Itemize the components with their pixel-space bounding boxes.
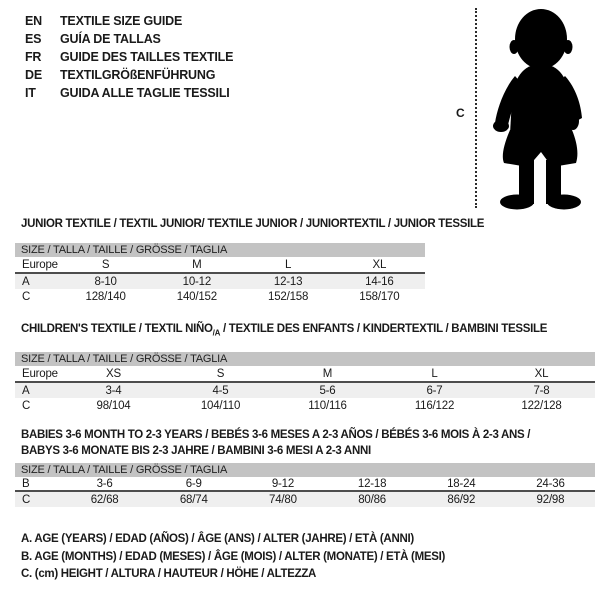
table-cell: 10-12	[182, 275, 212, 288]
language-row	[25, 30, 233, 48]
column-header: XS	[106, 367, 121, 380]
footnotes	[21, 531, 445, 584]
table-cell: 18-24	[447, 477, 476, 490]
table-cell: 110/116	[308, 399, 347, 412]
language-row	[25, 66, 233, 84]
baby-silhouette-icon	[484, 6, 596, 211]
table-row-height	[15, 492, 595, 507]
table-cell: 74/80	[269, 493, 297, 506]
footnote-a: A. AGE (YEARS) / EDAD (AÑOS) / ÂGE (ANS) / ALTER (JAHRE) / ETÀ (ANNI)	[21, 533, 414, 545]
table-cell: 140/152	[176, 290, 217, 303]
height-dotted-line	[475, 8, 477, 208]
table-cell: 158/170	[359, 290, 400, 303]
table-cell: 116/122	[414, 399, 455, 412]
table-cell: 92/98	[536, 493, 565, 506]
guide-title: GUIDE DES TAILLES TEXTILE	[60, 50, 234, 64]
table-cell: 98/104	[96, 399, 131, 412]
column-header: L	[431, 367, 438, 380]
region-label: Europe	[22, 367, 58, 380]
table-cell: 122/128	[521, 399, 562, 412]
column-header: M	[192, 258, 202, 271]
guide-title: TEXTILE SIZE GUIDE	[60, 14, 183, 28]
row-label: C	[22, 493, 31, 506]
title-line-2: BABYS 3-6 MONATE BIS 2-3 JAHRE / BAMBINI 3-6 MESI A 2-3 ANNI	[21, 445, 371, 457]
column-header-row	[15, 257, 425, 274]
table-cell: 3-6	[96, 477, 113, 490]
table-cell: 9-12	[271, 477, 295, 490]
table-cell: 86/92	[447, 493, 476, 506]
language-code: EN	[25, 14, 42, 28]
title-subscript: /A	[212, 328, 221, 338]
table-cell: 62/68	[90, 493, 119, 506]
column-header: S	[216, 367, 225, 380]
size-header-bar: SIZE / TALLA / TAILLE / GRÖSSE / TAGLIA	[15, 463, 595, 477]
language-code: DE	[25, 68, 42, 82]
table-cell: 8-10	[94, 275, 117, 288]
table-cell: 24-36	[536, 477, 565, 490]
row-label: A	[22, 384, 30, 397]
language-code: IT	[25, 86, 36, 100]
row-label: C	[22, 290, 31, 303]
table-cell: 6-7	[426, 384, 443, 397]
table-row-age	[15, 274, 425, 289]
table-cell: 12-18	[357, 477, 387, 490]
table-cell: 14-16	[365, 275, 394, 288]
column-header: M	[322, 367, 333, 380]
table-cell: 3-4	[105, 384, 122, 397]
column-header: XL	[372, 258, 387, 271]
babies-textile-table	[15, 422, 595, 507]
table-cell: 7-8	[533, 384, 550, 397]
language-code: FR	[25, 50, 42, 64]
table-cell: 6-9	[185, 477, 202, 490]
height-measure-figure	[450, 4, 600, 216]
row-label: C	[22, 399, 31, 412]
language-code: ES	[25, 32, 42, 46]
table-cell: 68/74	[179, 493, 208, 506]
babies-table-title	[21, 427, 595, 459]
table-cell: 12-13	[273, 275, 303, 288]
language-row	[25, 48, 233, 66]
guide-title: GUÍA DE TALLAS	[60, 32, 161, 46]
table-cell: 128/140	[85, 290, 126, 303]
column-header: S	[101, 258, 110, 271]
guide-title: GUIDA ALLE TAGLIE TESSILI	[60, 86, 230, 100]
guide-title: TEXTILGRÖßENFÜHRUNG	[60, 68, 216, 82]
column-header: XL	[534, 367, 549, 380]
table-cell: 152/158	[268, 290, 309, 303]
column-header-row	[15, 366, 595, 383]
table-row-height	[15, 398, 595, 413]
table-row-height	[15, 289, 425, 304]
column-header: L	[285, 258, 292, 271]
table-cell: 80/86	[358, 493, 386, 506]
row-label: B	[22, 477, 30, 490]
title-text: / TEXTILE DES ENFANTS / KINDERTEXTIL / BAMBINI TESSILE	[220, 323, 548, 335]
language-row	[25, 84, 233, 102]
region-label: Europe	[22, 258, 58, 271]
title-line-1: BABIES 3-6 MONTH TO 2-3 YEARS / BEBÉS 3-6 MESES A 2-3 AÑOS / BÉBÉS 3-6 MOIS À 2-3 ANS /	[21, 429, 531, 441]
junior-textile-table	[15, 213, 485, 304]
table-row-age-months	[15, 477, 595, 492]
title-text: CHILDREN'S TEXTILE / TEXTIL NIÑO	[21, 323, 213, 335]
table-cell: 4-5	[212, 384, 229, 397]
table-row-age	[15, 383, 595, 398]
childrens-textile-table	[15, 318, 595, 413]
footnote-b: B. AGE (MONTHS) / EDAD (MESES) / ÂGE (MOIS) / ALTER (MONATE) / ETÀ (MESI)	[21, 550, 446, 563]
table-cell: 5-6	[319, 384, 336, 397]
childrens-table-title	[21, 323, 595, 339]
language-title-list	[25, 12, 233, 102]
footnote-c: C. (cm) HEIGHT / ALTURA / HAUTEUR / HÖHE / ALTEZZA	[21, 568, 317, 580]
junior-table-title: JUNIOR TEXTILE / TEXTIL JUNIOR/ TEXTILE JUNIOR / JUNIORTEXTIL / JUNIOR TESSILE	[21, 218, 485, 230]
row-label: A	[22, 275, 30, 288]
table-cell: 104/110	[200, 399, 241, 412]
language-row	[25, 12, 233, 30]
size-header-bar: SIZE / TALLA / TAILLE / GRÖSSE / TAGLIA	[15, 243, 425, 257]
height-measure-label: C	[456, 106, 465, 120]
size-header-bar: SIZE / TALLA / TAILLE / GRÖSSE / TAGLIA	[15, 352, 595, 366]
